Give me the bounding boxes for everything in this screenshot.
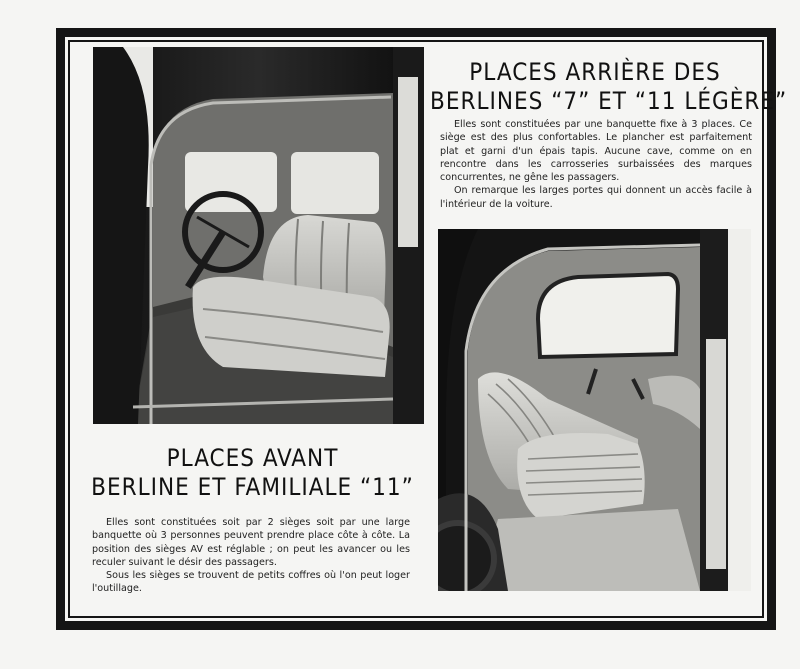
- rear-seats-title: [430, 58, 788, 116]
- front-seats-title: [80, 444, 425, 502]
- rear-paragraph-1: Elles sont constituées par une banquette fixe à 3 places. Ce siège est des plus confortables. Le plancher est parfaitement plat et garni d'un épais tapis. Aucune cave, comme on en rencontre dans les carrosseries surbaissées des marques concurrentes, ne gêne les passagers.: [440, 119, 752, 184]
- front-seat-photo: [93, 47, 424, 424]
- rear-paragraph-2: On remarque les larges portes qui donnent un accès facile à l'intérieur de la voiture.: [440, 185, 752, 210]
- front-paragraph-2: Sous les sièges se trouvent de petits coffres où l'on peut loger l'outillage.: [92, 570, 410, 595]
- front-seats-description: [92, 516, 410, 596]
- rear-seat-photo: [438, 229, 751, 591]
- rear-title-line-2: BERLINES “7” ET “11 LÉGÈRE”: [430, 87, 788, 115]
- rear-title-line-1: PLACES ARRIÈRE DES: [469, 58, 721, 86]
- front-title-line-1: PLACES AVANT: [166, 444, 339, 472]
- rear-seats-description: [440, 118, 752, 211]
- front-paragraph-1: Elles sont constituées soit par 2 sièges soit par une large banquette où 3 personnes peuvent prendre place côte à côte. La position des sièges AV est réglable ; on peut les avancer ou les reculer suivant le désir des passagers.: [92, 517, 410, 568]
- front-title-line-2: BERLINE ET FAMILIALE “11”: [91, 473, 414, 501]
